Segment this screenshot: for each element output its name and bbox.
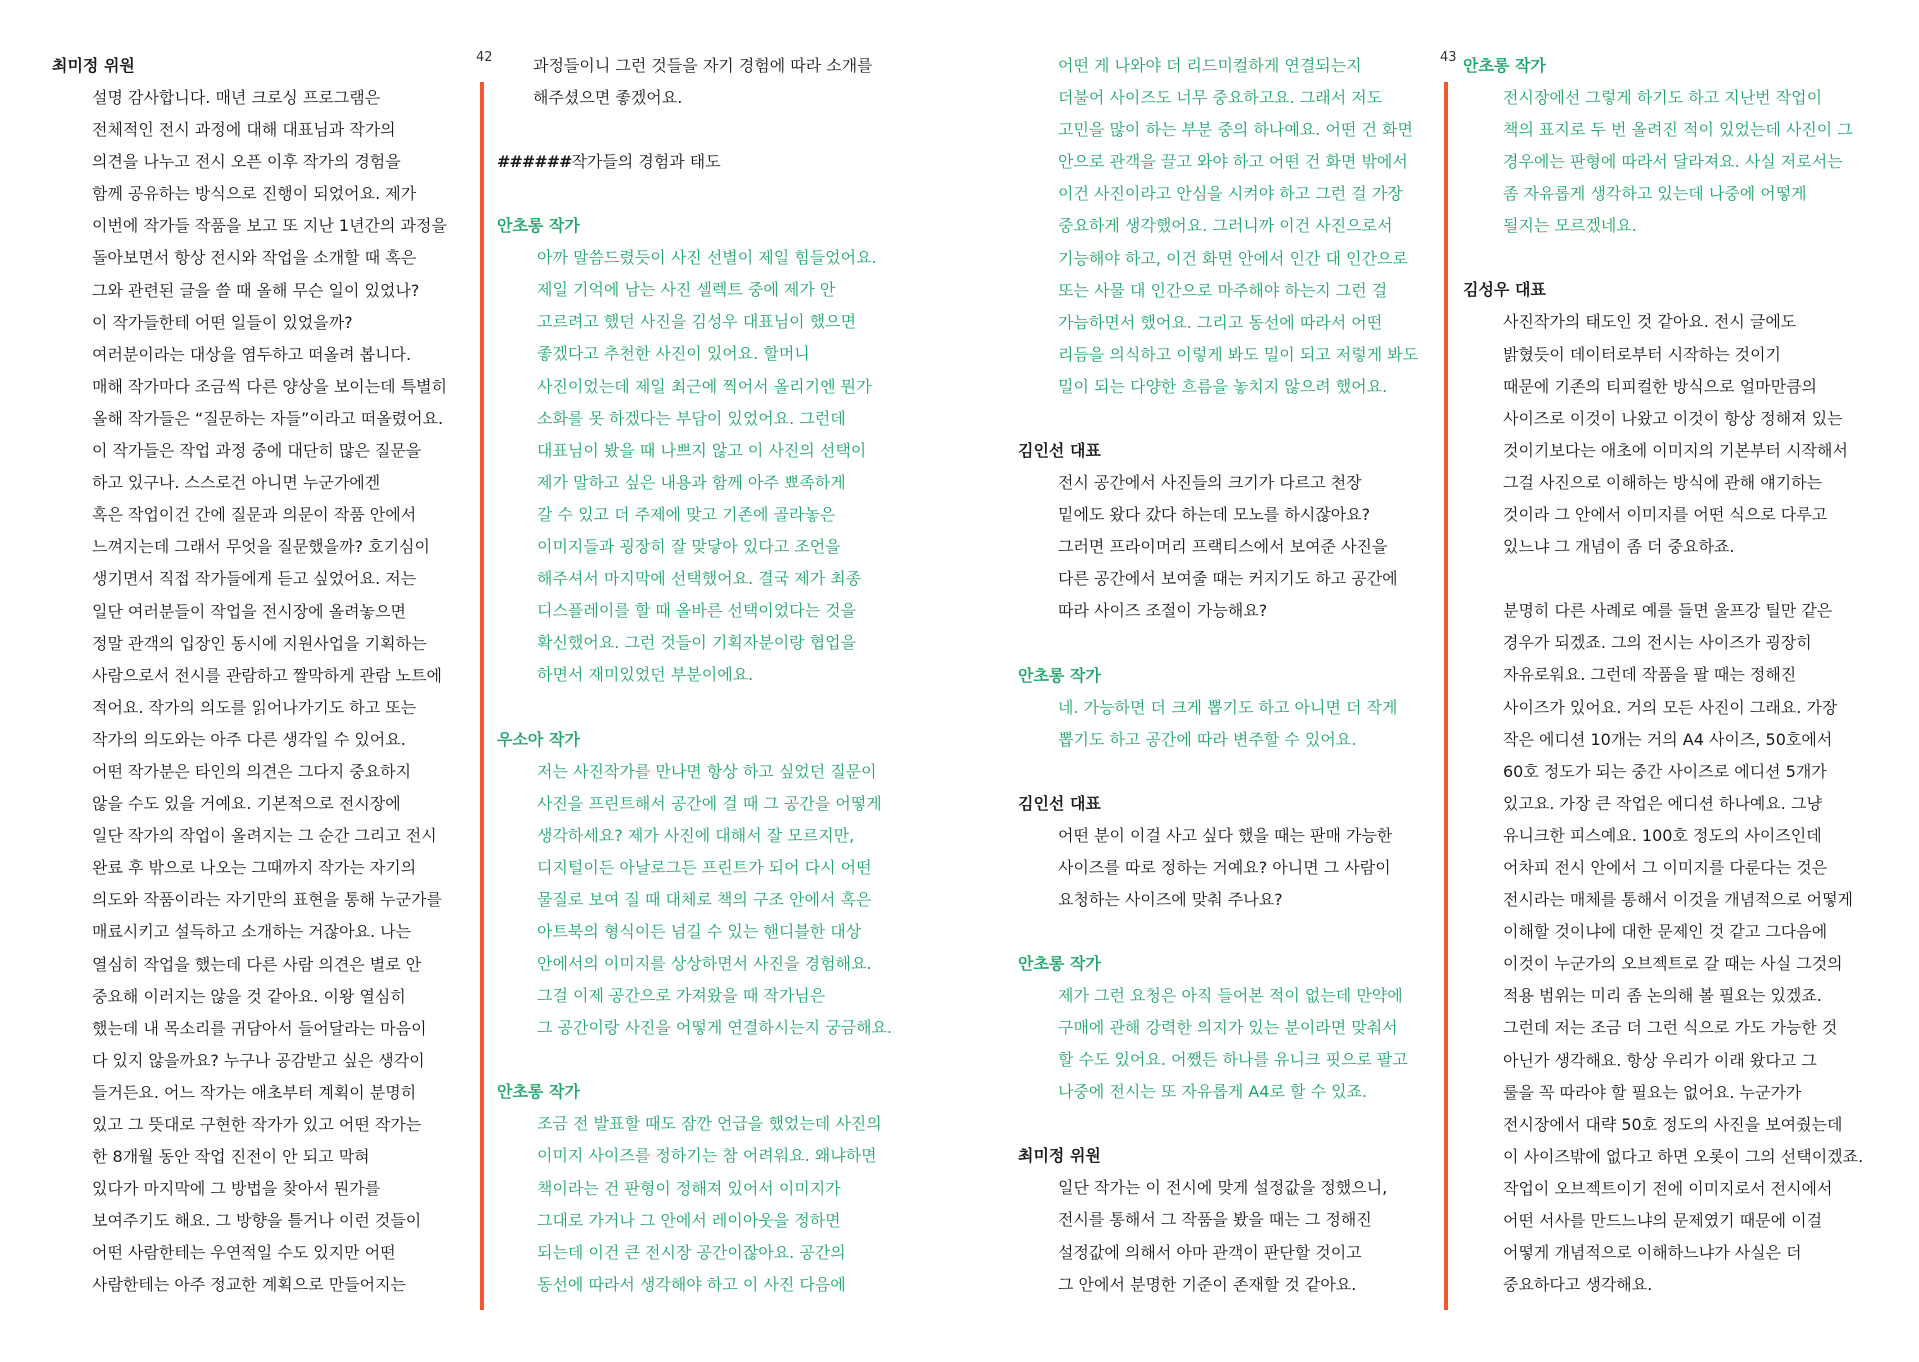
dialogue-block: [52, 50, 482, 1302]
speech-text: 일단 작가는 이 전시에 맞게 설정값을 정했으니, 전시를 통해서 그 작품을 봤을 때는 그 정해진 설정값에 의해서 아마 관객이 판단할 것이고 그 안에서 분명한 기준이 존재할 것 같아요.: [1058, 1178, 1388, 1294]
speech-text: 저는 사진작가를 만나면 항상 하고 싶었던 질문이 사진을 프린트해서 공간에 걸 때 그 공간을 어떻게 생각하세요? 제가 사진에 대해서 잘 모르지만, 디지털이든 아날로그든 프린트가 되어 다시 어떤 물질로 보여 질 때 대체로 책의 구조 안에서 혹은 아트북의 형식이든 넘길 수 있는 핸디블한 대상 안에서의 이미지를 상상하면서 사진을 경험해요. 그걸 이제 공간으로 가져왔을 때 작가님은 그 공간이랑 사진을 어떻게 연결하시는지 궁금해요.: [537, 761, 893, 1038]
speech-text: 사진작가의 태도인 것 같아요. 전시 글에도 밝혔듯이 데이터로부터 시작하는 것이기 때문에 기존의 티피컬한 방식으로 얼마만큼의 사이즈로 이것이 나왔고 이것이 항상 정해져 있는 것이기보다는 애초에 이미지의 기본부터 시작해서 그걸 사진으로 이해하는 방식에 관해 얘기하는 것이라 그 안에서 이미지를 어떤 식으로 다루고 있느냐 그 개념이 좀 더 중요하죠.: [1503, 312, 1848, 557]
speaker-name: 김성우 대표: [1463, 280, 1546, 300]
section-heading: [497, 146, 927, 178]
heading-text: 작가들의 경험과 태도: [571, 152, 721, 172]
speech-text: 제가 그런 요청은 아직 들어본 적이 없는데 만약에 구매에 관해 강력한 의지가 있는 분이라면 맞춰서 할 수도 있어요. 어쨌든 하나를 유니크 핏으로 팔고 나중에 전시는 또 자유롭게 A4로 할 수 있죠.: [1058, 985, 1408, 1102]
speech-text: 설명 감사합니다. 매년 크로싱 프로그램은 전체적인 전시 과정에 대해 대표님과 작가의 의견을 나누고 전시 오픈 이후 작가의 경험을 함께 공유하는 방식으로 진행이 되었어요. 제가 이번에 작가들 작품을 보고 또 지난 1년간의 과정을 돌아보면서 항상 전시와 작업을 소개할 때 혹은 그와 관련된 글을 쓸 때 올해 무슨 일이 있었나? 이 작가들한테 어떤 일들이 있었을까? 여러분이라는 대상을 염두하고 떠올려 봅니다. 매해 작가마다 조금씩 다른 양상을 보이는데 특별히 올해 작가들은 “질문하는 자들”이라고 떠올렸어요. 이 작가들은 작업 과정 중에 대단히 많은 질문을 하고 있구나. 스스로건 아니면 누군가에겐 혹은 작업이건 간에 질문과 의문이 작품 안에서 느껴지는데 그래서 무엇을 질문했을까? 호기심이 생기면서 직접 작가들에게 듣고 싶었어요. 저는 일단 여러분들이 작업을 전시장에 올려놓으면 정말 관객의 입장인 동시에 지원사업을 기획하는 사람으로서 전시를 관람하고 짤막하게 관람 노트에 적어요. 작가의 의도를 읽어나가기도 하고 또는 작가의 의도와는 아주 다른 생각일 수 있어요. 어떤 작가분은 타인의 의견은 그다지 중요하지 않을 수도 있을 거예요. 기본적으로 전시장에 일단 작가의 작업이 올려지는 그 순간 그리고 전시 완료 후 밖으로 나오는 그때까지 작가는 자기의 의도와 작품이라는 자기만의 표현을 통해 누군가를 매료시키고 설득하고 소개하는 거잖아요. 나는 열심히 작업을 했는데 다른 사람 의견은 별로 안 중요해 이러지는 않을 것 같아요. 이왕 열심히 했는데 내 목소리를 귀담아서 들어달라는 마음이 다 있지 않을까요? 누구나 공감받고 싶은 생각이 들거든요. 어느 작가는 애초부터 계획이 분명히 있고 그 뜻대로 구현한 작가가 있고 어떤 작가는 한 8개월 동안 작업 진전이 안 되고 막혀 있다가 마지막에 그 방법을 찾아서 뭔가를 보여주기도 해요. 그 방향을 틀거나 이런 것들이 어떤 사람한테는 우연적일 수도 있지만 어떤 사람한테는 아주 정교한 계획으로 만들어지는: [92, 88, 448, 1295]
speaker-name: 우소아 작가: [497, 729, 580, 749]
column-1: [52, 50, 482, 1302]
speaker-name: 안초롱 작가: [1018, 953, 1101, 973]
dialogue-block: [1018, 660, 1448, 756]
column-3: [1018, 50, 1448, 1301]
dialogue-block: [1018, 1140, 1448, 1300]
speaker-name: 최미정 위원: [52, 56, 135, 75]
page-number-right: 43: [1440, 50, 1457, 65]
speech-text: 조금 전 발표할 때도 잠깐 언급을 했었는데 사진의 이미지 사이즈를 정하기는 참 어려워요. 왜냐하면 책이라는 건 판형이 정해져 있어서 이미지가 그대로 가거나 그 안에서 레이아웃을 정하면 되는데 이건 큰 전시장 공간이잖아요. 공간의 동선에 따라서 생각해야 하고 이 사진 다음에: [537, 1114, 882, 1294]
continued-text: 어떤 게 나와야 더 리드미컬하게 연결되는지 더불어 사이즈도 너무 중요하고요. 그래서 저도 고민을 많이 하는 부분 중의 하나예요. 어떤 건 화면 안으로 관객을 끌고 와야 하고 어떤 건 화면 밖에서 이건 사진이라고 안심을 시켜야 하고 그런 걸 가장 중요하게 생각했어요. 그러니까 이건 사진으로서 기능해야 하고, 이건 화면 안에서 인간 대 인간으로 또는 사물 대 인간으로 마주해야 하는지 그런 걸 가늠하면서 했어요. 그리고 동선에 따라서 어떤 리듬을 의식하고 이렇게 봐도 밀이 되고 저렇게 봐도 밀이 되는 다양한 흐름을 놓치지 않으려 했어요.: [1058, 56, 1419, 396]
dialogue-block: [497, 1076, 927, 1301]
speech-text: 분명히 다른 사례로 예를 들면 울프강 틸만 같은 경우가 되겠죠. 그의 전시는 사이즈가 굉장히 자유로워요. 그런데 작품을 팔 때는 정해진 사이즈가 있어요. 거의 모든 사진이 그래요. 가장 작은 에디션 10개는 거의 A4 사이즈, 50호에서 60호 정도가 되는 중간 사이즈로 에디션 5개가 있고요. 가장 큰 작업은 에디션 하나예요. 그냥 유니크한 피스예요. 100호 정도의 사이즈인데 어차피 전시 안에서 그 이미지를 다룬다는 것은 전시라는 매체를 통해서 이것을 개념적으로 어떻게 이해할 것이냐에 대한 문제인 것 같고 그다음에 이것이 누군가의 오브젝트로 갈 때는 사실 그것의 적용 범위는 미리 좀 논의해 볼 필요는 있겠죠. 그런데 저는 조금 더 그런 식으로 가도 가능한 것 아닌가 생각해요. 항상 우리가 이래 왔다고 그 룰을 꼭 따라야 할 필요는 없어요. 누군가가 전시장에서 대략 50호 정도의 사진을 보여줬는데 이 사이즈밖에 없다고 하면 오롯이 그의 선택이겠죠. 작업이 오브젝트이기 전에 이미지로서 전시에서 어떤 서사를 만드느냐의 문제였기 때문에 이걸 어떻게 개념적으로 이해하느냐가 사실은 더 중요하다고 생각해요.: [1503, 601, 1864, 1295]
dialogue-block: [497, 210, 927, 691]
column-4: [1463, 50, 1893, 1301]
speech-text: 전시장에선 그렇게 하기도 하고 지난번 작업이 책의 표지로 두 번 올려진 적이 있었는데 사진이 그 경우에는 판형에 따라서 달라져요. 사실 저로서는 좀 자유롭게 생각하고 있는데 나중에 어떻게 될지는 모르겠네요.: [1503, 88, 1853, 236]
speaker-name: 안초롱 작가: [497, 216, 580, 236]
column-2: [497, 50, 927, 1301]
dialogue-block: [1463, 274, 1893, 1301]
continued-text: 과정들이니 그런 것들을 자기 경험에 따라 소개를 해주셨으면 좋겠어요.: [533, 56, 873, 108]
speaker-name: 김인선 대표: [1018, 793, 1101, 813]
speech-text: 아까 말씀드렸듯이 사진 선별이 제일 힘들었어요. 제일 기억에 남는 사진 셀렉트 중에 제가 안 고르려고 했던 사진을 김성우 대표님이 했으면 좋겠다고 추천한 사진이 있어요. 할머니 사진이었는데 제일 최근에 찍어서 올리기엔 뭔가 소화를 못 하겠다는 부담이 있었어요. 그런데 대표님이 봤을 때 나쁘지 않고 이 사진의 선택이 제가 말하고 싶은 내용과 함께 아주 뾰족하게 갈 수 있고 더 주제에 맞고 기존에 골라놓은 이미지들과 굉장히 잘 맞닿아 있다고 조언을 해주셔서 마지막에 선택했어요. 결국 제가 최종 디스플레이를 할 때 올바른 선택이었다는 것을 확신했어요. 그런 것들이 기획자분이랑 협업을 하면서 재미있었던 부분이에요.: [537, 248, 877, 685]
dialogue-block: [1018, 435, 1448, 627]
dialogue-block: [497, 724, 927, 1045]
speech-text: 어떤 분이 이걸 사고 싶다 했을 때는 판매 가능한 사이즈를 따로 정하는 거예요? 아니면 그 사람이 요청하는 사이즈에 맞춰 주나요?: [1058, 825, 1393, 909]
speaker-name: 최미정 위원: [1018, 1146, 1101, 1166]
speech-text: 네. 가능하면 더 크게 뽑기도 하고 아니면 더 작게 뽑기도 하고 공간에 따라 변주할 수 있어요.: [1058, 697, 1398, 749]
speech-text: 전시 공간에서 사진들의 크기가 다르고 천장 밑에도 왔다 갔다 하는데 모노를 하시잖아요? 그러면 프라이머리 프랙티스에서 보여준 사진을 다른 공간에서 보여줄 때는 커지기도 하고 공간에 따라 사이즈 조절이 가능해요?: [1058, 473, 1398, 621]
speaker-name: 안초롱 작가: [1463, 56, 1546, 75]
page-number-left: 42: [476, 50, 493, 65]
dialogue-block: [1018, 788, 1448, 916]
dialogue-block: [1018, 948, 1448, 1108]
speaker-name: 김인선 대표: [1018, 441, 1101, 461]
speaker-name: 안초롱 작가: [1018, 665, 1101, 685]
dialogue-block: [1463, 50, 1893, 242]
heading-hashes: ######: [497, 152, 572, 172]
speaker-name: 안초롱 작가: [497, 1082, 580, 1102]
